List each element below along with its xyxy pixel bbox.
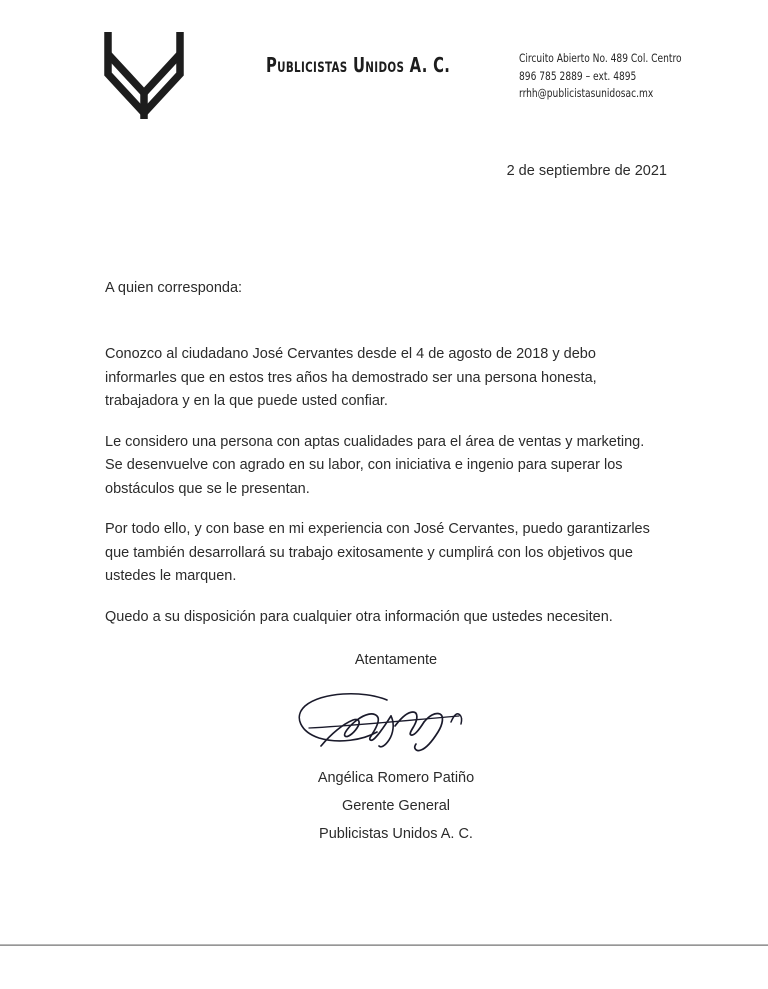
signer-title: Gerente General bbox=[341, 798, 450, 814]
contact-info-block bbox=[519, 50, 682, 103]
closing-salutation: Atentamente bbox=[354, 652, 438, 668]
handwritten-signature-icon bbox=[267, 686, 501, 758]
body-paragraph: Quedo a su disposición para cualquier otra información que ustedes necesiten. bbox=[105, 608, 613, 625]
letterhead bbox=[0, 0, 768, 140]
body-paragraph: Conozco al ciudadano José Cervantes desde el 4 de agosto de 2018 y debo informarles que en estos tres años ha demostrado ser una persona honesta, trabajadora y en la que puede usted confiar. bbox=[105, 346, 597, 409]
contact-address: Circuito Abierto No. 489 Col. Centro bbox=[519, 51, 682, 65]
contact-email: rrhh@publicistasunidosac.mx bbox=[519, 86, 654, 100]
footer-divider bbox=[0, 944, 768, 946]
salutation: A quien corresponda: bbox=[105, 280, 243, 296]
chevron-shield-monogram-logo-icon bbox=[103, 27, 185, 123]
letter-body bbox=[105, 277, 661, 629]
body-paragraph: Le considero una persona con aptas cualidades para el área de ventas y marketing. Se desenvuelve con agrado en su labor, con iniciativa e ingenio para superar los obstáculos que se le presentan. bbox=[105, 433, 645, 497]
contact-phone: 896 785 2889 – ext. 4895 bbox=[519, 68, 637, 83]
signature-block bbox=[0, 650, 768, 848]
body-paragraph: Por todo ello, y con base en mi experiencia con José Cervantes, puedo garantizarles que también desarrollará su trabajo exitosamente y cumplirá con los objetivos que ustedes le marquen. bbox=[105, 521, 650, 584]
company-name: Publicistas Unidos A. C. bbox=[266, 53, 451, 77]
signer-organization: Publicistas Unidos A. C. bbox=[319, 826, 473, 842]
signer-name: Angélica Romero Patiño bbox=[317, 770, 475, 786]
letter-date: 2 de septiembre de 2021 bbox=[506, 163, 667, 179]
